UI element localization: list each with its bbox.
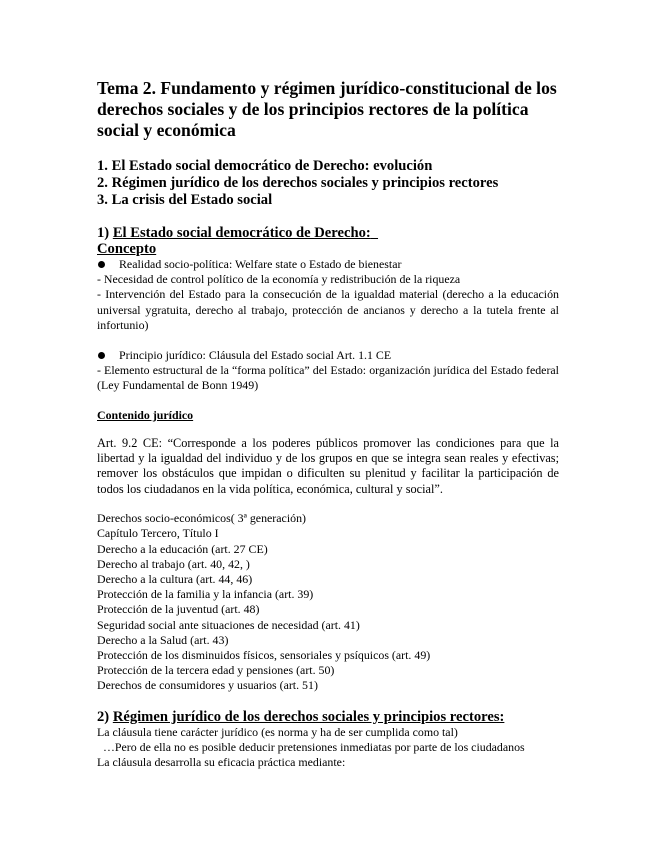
index-item-1: 1. El Estado social democrático de Derecho: evolución bbox=[97, 158, 433, 174]
section-2-line-2: …Pero de ella no es posible deducir pretensiones inmediatas por parte de los ciudadanos bbox=[103, 739, 525, 754]
section-1-title: El Estado social democrático de Derecho: bbox=[112, 225, 371, 241]
bullet-dot-icon bbox=[98, 352, 105, 359]
section-2-heading bbox=[97, 709, 559, 725]
section-2-line-1: La cláusula tiene carácter jurídico (es norma y ha de ser cumplida como tal) bbox=[97, 724, 458, 739]
document-title: Tema 2. Fundamento y régimen jurídico-constitucional de los derechos sociales y de los principios rectores de la política social y económica bbox=[97, 78, 557, 140]
index-item-3: 3. La crisis del Estado social bbox=[97, 192, 273, 208]
list-item: Derecho a la Salud (art. 43) bbox=[97, 632, 229, 647]
list-item: Derecho a la educación (art. 27 CE) bbox=[97, 541, 268, 556]
list-item: Derecho al trabajo (art. 40, 42, ) bbox=[97, 556, 250, 571]
article-quote: Art. 9.2 CE: “Corresponde a los poderes públicos promover las condiciones para que la libertad y la igualdad del individuo y de los grupos en que se integra sean reales y efectivas; remover los obstáculos que impidan o dificulten su plenitud y facilitar la participación de todos los ciudadanos en la vida política, económica, cultural y social”. bbox=[97, 435, 559, 496]
list-item: Protección de la juventud (art. 48) bbox=[97, 602, 260, 617]
list-item: Protección de la familia y la infancia (art. 39) bbox=[97, 587, 314, 602]
section-1-number: 1) bbox=[97, 225, 113, 241]
contenido-heading: Contenido jurídico bbox=[97, 407, 194, 422]
list-item: Derecho a la cultura (art. 44, 46) bbox=[97, 572, 253, 587]
list-item: Capítulo Tercero, Título I bbox=[97, 526, 219, 541]
index-item-2: 2. Régimen jurídico de los derechos sociales y principios rectores bbox=[97, 175, 499, 191]
list-item: Protección de la tercera edad y pensiones (art. 50) bbox=[97, 663, 335, 678]
list-item: Protección de los disminuidos físicos, sensoriales y psíquicos (art. 49) bbox=[97, 648, 431, 663]
bullet-realidad: Realidad socio-política: Welfare state o Estado de bienestar bbox=[97, 257, 559, 272]
section-2-number: 2) bbox=[97, 708, 113, 725]
bullet-principio: Principio jurídico: Cláusula del Estado social Art. 1.1 CE bbox=[97, 348, 559, 363]
paragraph-intervencion: - Intervención del Estado para la consecución de la igualdad material (derecho a la educación universal ygratuita, derecho al trabajo, protección de ancianos y derecho a la tutela frente al infortunio) bbox=[97, 287, 559, 332]
bullet-dot-icon bbox=[98, 261, 105, 268]
list-item: Derechos socio-económicos( 3ª generación) bbox=[97, 511, 306, 526]
paragraph-control: - Necesidad de control político de la economía y redistribución de la riqueza bbox=[97, 272, 461, 287]
paragraph-elemento: - Elemento estructural de la “forma política” del Estado: organización jurídica del Estado federal (Ley Fundamental de Bonn 1949) bbox=[97, 363, 559, 393]
document-body bbox=[97, 78, 559, 770]
section-1-subheading: Concepto bbox=[97, 241, 157, 257]
section-2-title: Régimen jurídico de los derechos sociales y principios rectores: bbox=[112, 708, 505, 725]
list-item: Seguridad social ante situaciones de necesidad (art. 41) bbox=[97, 617, 360, 632]
rights-list bbox=[97, 511, 559, 693]
topic-index bbox=[97, 158, 559, 209]
section-1-heading bbox=[97, 225, 559, 241]
section-2-line-3: La cláusula desarrolla su eficacia práctica mediante: bbox=[97, 755, 346, 770]
list-item: Derechos de consumidores y usuarios (art. 51) bbox=[97, 678, 318, 693]
